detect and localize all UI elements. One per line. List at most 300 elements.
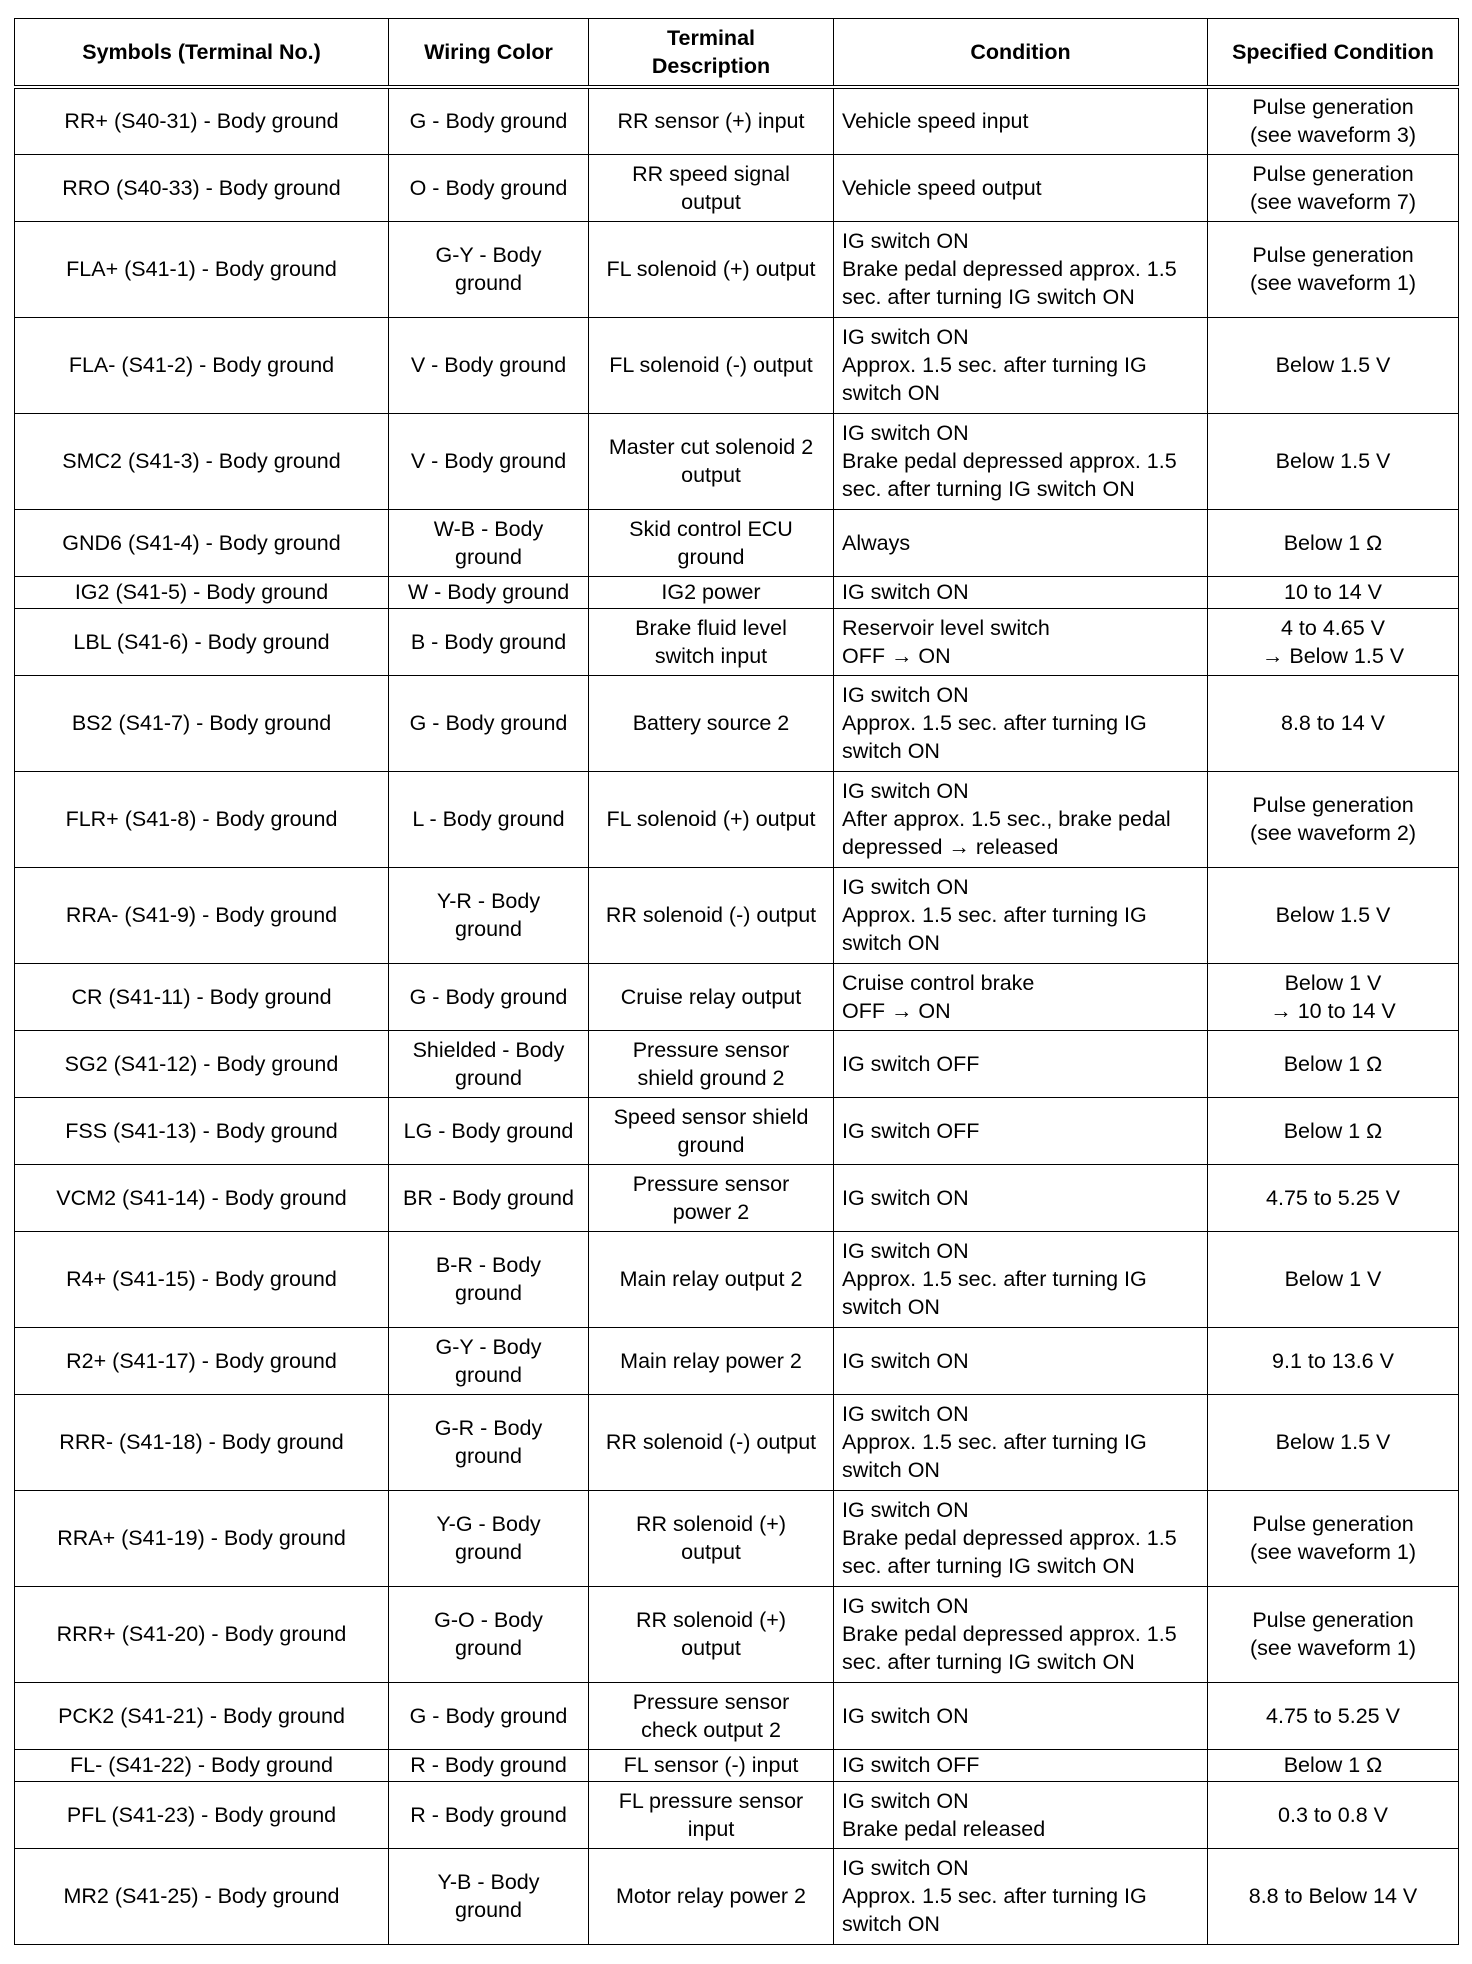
condition-cell-line: Reservoir level switch <box>842 615 1050 640</box>
terminal-description-cell-line: FL solenoid (+) output <box>606 257 816 281</box>
symbol-cell: SMC2 (S41-3) - Body ground <box>15 413 389 509</box>
table-row <box>15 1394 1459 1490</box>
terminal-description-cell-line: FL pressure sensor <box>618 1788 804 1813</box>
symbol-cell: FL- (S41-22) - Body ground <box>15 1749 389 1781</box>
symbol-cell: RRR+ (S41-20) - Body ground <box>15 1586 389 1682</box>
condition-cell <box>834 317 1208 413</box>
condition-cell-line: Approx. 1.5 sec. after turning IG <box>842 711 1147 735</box>
condition-cell-line: switch ON <box>842 1295 940 1319</box>
table-row <box>15 1164 1459 1231</box>
condition-cell-line: switch ON <box>842 931 940 955</box>
terminal-description-cell <box>589 1030 834 1097</box>
specified-condition-cell <box>1208 509 1459 576</box>
wiring-color-cell-line: G - Body ground <box>409 984 568 1009</box>
wiring-color-cell <box>389 1749 589 1781</box>
condition-cell-line: IG switch OFF <box>842 1118 980 1143</box>
terminal-description-cell <box>589 963 834 1030</box>
terminal-description-cell <box>589 1327 834 1394</box>
specified-condition-cell <box>1208 1231 1459 1327</box>
wiring-color-cell-line: ground <box>455 1540 522 1564</box>
condition-cell <box>834 1682 1208 1749</box>
header-row <box>15 19 1459 88</box>
wiring-color-cell-line: G-O - Body <box>434 1608 543 1632</box>
specified-condition-cell-line: Below 1.5 V <box>1275 1430 1391 1454</box>
specified-condition-cell-line: (see waveform 3) <box>1249 123 1417 148</box>
header-symbols: Symbols (Terminal No.) <box>15 19 389 88</box>
condition-cell-line: Approx. 1.5 sec. after turning IG <box>842 353 1147 377</box>
specified-condition-cell-line: Below 1 Ω <box>1283 530 1383 555</box>
terminal-description-cell <box>589 87 834 154</box>
symbol-cell: RRA+ (S41-19) - Body ground <box>15 1490 389 1586</box>
wiring-color-cell-line: ground <box>455 1898 522 1922</box>
condition-cell-line: sec. after turning IG switch ON <box>842 285 1135 309</box>
symbol-cell: FLA+ (S41-1) - Body ground <box>15 221 389 317</box>
terminal-description-cell-line: Motor relay power 2 <box>616 1884 806 1908</box>
terminal-description-cell <box>589 1848 834 1944</box>
condition-cell-line: IG switch ON <box>842 580 969 604</box>
condition-cell-line: IG switch ON <box>842 1348 969 1373</box>
symbol-cell: FLA- (S41-2) - Body ground <box>15 317 389 413</box>
wiring-color-cell-line: G - Body ground <box>409 711 568 735</box>
terminal-description-cell-line: check output 2 <box>641 1717 781 1742</box>
table-row <box>15 963 1459 1030</box>
condition-cell-line: IG switch ON <box>842 1498 969 1522</box>
condition-cell-line: sec. after turning IG switch ON <box>842 1650 1135 1674</box>
specified-condition-cell-line: (see waveform 1) <box>1249 1540 1417 1564</box>
specified-condition-cell-line: (see waveform 7) <box>1249 189 1417 214</box>
terminal-description-cell-line: FL solenoid (-) output <box>609 353 813 377</box>
specified-condition-cell <box>1208 1164 1459 1231</box>
header-wiring-color: Wiring Color <box>389 19 589 88</box>
wiring-color-cell-line: Y-B - Body <box>437 1870 540 1894</box>
table-row <box>15 317 1459 413</box>
table-row <box>15 1749 1459 1781</box>
terminal-description-cell <box>589 1586 834 1682</box>
wiring-color-cell <box>389 1490 589 1586</box>
terminal-description-cell-line: RR solenoid (+) <box>636 1512 786 1536</box>
terminal-description-cell-line: Pressure sensor <box>632 1689 790 1714</box>
wiring-color-cell-line: G - Body ground <box>409 109 568 134</box>
condition-cell <box>834 1749 1208 1781</box>
terminal-description-cell-line: Speed sensor shield <box>613 1104 809 1129</box>
wiring-color-cell <box>389 1030 589 1097</box>
wiring-color-cell-line: V - Body ground <box>410 449 567 473</box>
wiring-color-cell-line: Y-G - Body <box>436 1512 541 1536</box>
wiring-color-cell <box>389 509 589 576</box>
wiring-color-cell-line: G-Y - Body <box>435 1334 542 1359</box>
condition-cell-line: depressed → released <box>842 835 1059 859</box>
terminal-description-cell <box>589 1394 834 1490</box>
condition-cell <box>834 1327 1208 1394</box>
wiring-color-cell-line: ground <box>455 1281 522 1305</box>
wiring-color-cell <box>389 1682 589 1749</box>
symbol-cell: GND6 (S41-4) - Body ground <box>15 509 389 576</box>
condition-cell-line: IG switch ON <box>842 875 969 899</box>
specified-condition-cell-line: Pulse generation <box>1252 243 1414 267</box>
wiring-color-cell <box>389 413 589 509</box>
condition-cell <box>834 1848 1208 1944</box>
terminal-description-cell-line: shield ground 2 <box>637 1065 785 1090</box>
condition-cell-line: IG switch ON <box>842 1185 969 1210</box>
wiring-color-cell-line: B - Body ground <box>410 629 567 654</box>
table-row <box>15 771 1459 867</box>
condition-cell <box>834 1097 1208 1164</box>
specified-condition-cell <box>1208 87 1459 154</box>
header-terminal-description-line: Description <box>651 54 771 78</box>
specified-condition-cell <box>1208 963 1459 1030</box>
symbol-cell: RR+ (S40-31) - Body ground <box>15 87 389 154</box>
specified-condition-cell-line: Pulse generation <box>1252 161 1414 186</box>
wiring-color-cell-line: ground <box>455 1362 522 1387</box>
terminal-description-cell-line: input <box>687 1816 735 1841</box>
symbol-cell: PFL (S41-23) - Body ground <box>15 1781 389 1848</box>
specified-condition-cell-line: Pulse generation <box>1252 793 1414 817</box>
specified-condition-cell-line: 4.75 to 5.25 V <box>1266 1703 1400 1728</box>
wiring-color-cell <box>389 963 589 1030</box>
terminal-description-cell <box>589 317 834 413</box>
condition-cell <box>834 867 1208 963</box>
specified-condition-cell-line: Below 1.5 V <box>1275 903 1391 927</box>
header-condition: Condition <box>834 19 1208 88</box>
wiring-color-cell-line: Shielded - Body <box>412 1037 565 1062</box>
wiring-color-cell <box>389 1097 589 1164</box>
specified-condition-cell-line: 4 to 4.65 V <box>1281 615 1385 640</box>
specified-condition-cell-line: 8.8 to Below 14 V <box>1248 1884 1418 1908</box>
condition-cell-line: Vehicle speed output <box>842 175 1042 200</box>
condition-cell <box>834 576 1208 608</box>
terminal-description-cell-line: output <box>681 189 741 214</box>
condition-cell <box>834 1164 1208 1231</box>
table-row <box>15 1097 1459 1164</box>
condition-cell <box>834 771 1208 867</box>
wiring-color-cell <box>389 1781 589 1848</box>
symbol-cell: BS2 (S41-7) - Body ground <box>15 675 389 771</box>
specified-condition-cell <box>1208 867 1459 963</box>
condition-cell-line: sec. after turning IG switch ON <box>842 477 1135 501</box>
condition-cell-line: OFF → ON <box>842 998 951 1023</box>
symbol-cell: R2+ (S41-17) - Body ground <box>15 1327 389 1394</box>
symbol-cell: SG2 (S41-12) - Body ground <box>15 1030 389 1097</box>
symbol-cell: LBL (S41-6) - Body ground <box>15 608 389 675</box>
table-row <box>15 1490 1459 1586</box>
terminal-description-cell-line: RR solenoid (-) output <box>605 1430 817 1454</box>
wiring-color-cell <box>389 87 589 154</box>
terminal-description-cell-line: Skid control ECU <box>629 516 793 541</box>
condition-cell <box>834 87 1208 154</box>
condition-cell <box>834 1030 1208 1097</box>
specified-condition-cell <box>1208 1394 1459 1490</box>
table-body <box>15 87 1459 1944</box>
wiring-color-cell-line: ground <box>455 544 522 569</box>
specified-condition-cell-line: 8.8 to 14 V <box>1281 711 1385 735</box>
terminal-description-cell <box>589 221 834 317</box>
terminal-description-cell <box>589 1097 834 1164</box>
wiring-color-cell <box>389 771 589 867</box>
terminal-description-cell-line: ground <box>677 544 745 569</box>
terminal-description-cell-line: Master cut solenoid 2 <box>608 435 814 459</box>
wiring-color-cell <box>389 221 589 317</box>
condition-cell-line: Approx. 1.5 sec. after turning IG <box>842 903 1147 927</box>
symbol-cell: FSS (S41-13) - Body ground <box>15 1097 389 1164</box>
terminal-description-cell <box>589 608 834 675</box>
specified-condition-cell <box>1208 413 1459 509</box>
wiring-color-cell <box>389 867 589 963</box>
wiring-color-cell-line: G-R - Body <box>434 1416 543 1440</box>
condition-cell-line: Brake pedal depressed approx. 1.5 <box>842 1622 1177 1646</box>
condition-cell <box>834 1490 1208 1586</box>
symbol-cell: IG2 (S41-5) - Body ground <box>15 576 389 608</box>
condition-cell-line: Approx. 1.5 sec. after turning IG <box>842 1430 1147 1454</box>
specified-condition-cell <box>1208 1097 1459 1164</box>
terminal-description-cell <box>589 675 834 771</box>
specified-condition-cell-line: Below 1 V <box>1284 970 1382 995</box>
wiring-color-cell-line: ground <box>455 1065 522 1090</box>
table-row <box>15 1030 1459 1097</box>
specified-condition-cell-line: → Below 1.5 V <box>1261 643 1405 668</box>
condition-cell <box>834 1781 1208 1848</box>
wiring-color-cell <box>389 1164 589 1231</box>
specified-condition-cell <box>1208 1682 1459 1749</box>
specified-condition-cell <box>1208 1586 1459 1682</box>
condition-cell-line: switch ON <box>842 739 940 763</box>
terminal-spec-table <box>14 18 1459 1945</box>
specified-condition-cell-line: Pulse generation <box>1252 95 1414 120</box>
condition-cell-line: switch ON <box>842 381 940 405</box>
table-row <box>15 1327 1459 1394</box>
condition-cell <box>834 1394 1208 1490</box>
condition-cell <box>834 1586 1208 1682</box>
specified-condition-cell <box>1208 608 1459 675</box>
condition-cell-line: Brake pedal depressed approx. 1.5 <box>842 257 1177 281</box>
wiring-color-cell-line: ground <box>455 1636 522 1660</box>
condition-cell <box>834 221 1208 317</box>
specified-condition-cell-line: Below 1 Ω <box>1283 1051 1383 1076</box>
condition-cell-line: switch ON <box>842 1458 940 1482</box>
symbol-cell: RRR- (S41-18) - Body ground <box>15 1394 389 1490</box>
specified-condition-cell <box>1208 154 1459 221</box>
wiring-color-cell-line: ground <box>455 917 522 941</box>
condition-cell-line: IG switch ON <box>842 779 969 803</box>
table-row <box>15 1848 1459 1944</box>
terminal-description-cell-line: power 2 <box>672 1199 750 1224</box>
wiring-color-cell-line: BR - Body ground <box>403 1185 574 1210</box>
specified-condition-cell <box>1208 1781 1459 1848</box>
header-specified-condition: Specified Condition <box>1208 19 1459 88</box>
condition-cell-line: IG switch OFF <box>842 1753 980 1777</box>
terminal-description-cell-line: FL sensor (-) input <box>623 1753 799 1777</box>
condition-cell-line: Always <box>842 530 911 555</box>
table-row <box>15 576 1459 608</box>
condition-cell <box>834 154 1208 221</box>
header-terminal-description <box>589 19 834 88</box>
condition-cell <box>834 675 1208 771</box>
wiring-color-cell <box>389 1327 589 1394</box>
header-terminal-description-line: Terminal <box>666 26 755 50</box>
wiring-color-cell-line: B-R - Body <box>435 1253 542 1277</box>
wiring-color-cell-line: W-B - Body <box>433 516 544 541</box>
terminal-description-cell-line: ground <box>677 1132 745 1157</box>
wiring-color-cell-line: R - Body ground <box>410 1802 567 1827</box>
symbol-cell: VCM2 (S41-14) - Body ground <box>15 1164 389 1231</box>
terminal-description-cell-line: Pressure sensor <box>632 1171 790 1196</box>
specified-condition-cell-line: Below 1 Ω <box>1283 1753 1383 1777</box>
terminal-description-cell <box>589 1490 834 1586</box>
condition-cell-line: IG switch ON <box>842 1402 969 1426</box>
terminal-description-cell-line: Main relay output 2 <box>619 1267 803 1291</box>
table-row <box>15 1586 1459 1682</box>
specified-condition-cell <box>1208 1848 1459 1944</box>
table-row <box>15 1682 1459 1749</box>
table-row <box>15 413 1459 509</box>
wiring-color-cell-line: O - Body ground <box>409 175 568 200</box>
specified-condition-cell-line: Pulse generation <box>1252 1512 1414 1536</box>
condition-cell-line: IG switch ON <box>842 1788 969 1813</box>
wiring-color-cell <box>389 608 589 675</box>
terminal-description-cell-line: Main relay power 2 <box>620 1348 802 1373</box>
terminal-description-cell-line: output <box>681 1636 741 1660</box>
condition-cell-line: switch ON <box>842 1912 940 1936</box>
wiring-color-cell-line: ground <box>455 1444 522 1468</box>
wiring-color-cell-line: LG - Body ground <box>403 1118 574 1143</box>
specified-condition-cell-line: → 10 to 14 V <box>1270 998 1396 1023</box>
condition-cell-line: Approx. 1.5 sec. after turning IG <box>842 1884 1147 1908</box>
symbol-cell: R4+ (S41-15) - Body ground <box>15 1231 389 1327</box>
table-row <box>15 154 1459 221</box>
specified-condition-cell-line: Below 1 Ω <box>1283 1118 1383 1143</box>
condition-cell-line: IG switch ON <box>842 421 969 445</box>
terminal-description-cell <box>589 413 834 509</box>
specified-condition-cell-line: Pulse generation <box>1252 1608 1414 1632</box>
wiring-color-cell-line: W - Body ground <box>407 580 570 604</box>
condition-cell-line: IG switch ON <box>842 1239 969 1263</box>
specified-condition-cell-line: (see waveform 1) <box>1249 271 1417 295</box>
specified-condition-cell <box>1208 771 1459 867</box>
terminal-description-cell-line: RR speed signal <box>632 161 790 186</box>
condition-cell-line: IG switch ON <box>842 1703 969 1728</box>
table-row <box>15 867 1459 963</box>
table-row <box>15 1781 1459 1848</box>
terminal-description-cell <box>589 771 834 867</box>
terminal-description-cell-line: RR solenoid (-) output <box>605 903 817 927</box>
symbol-cell: CR (S41-11) - Body ground <box>15 963 389 1030</box>
terminal-description-cell <box>589 867 834 963</box>
condition-cell-line: Brake pedal depressed approx. 1.5 <box>842 1526 1177 1550</box>
wiring-color-cell <box>389 576 589 608</box>
specified-condition-cell <box>1208 675 1459 771</box>
table-row <box>15 608 1459 675</box>
wiring-color-cell <box>389 675 589 771</box>
terminal-description-cell-line: Battery source 2 <box>632 711 790 735</box>
table-row <box>15 1231 1459 1327</box>
specified-condition-cell-line: 10 to 14 V <box>1283 580 1383 604</box>
condition-cell-line: IG switch ON <box>842 229 969 253</box>
wiring-color-cell <box>389 1231 589 1327</box>
terminal-description-cell <box>589 154 834 221</box>
condition-cell <box>834 1231 1208 1327</box>
condition-cell-line: IG switch ON <box>842 1594 969 1618</box>
symbol-cell: MR2 (S41-25) - Body ground <box>15 1848 389 1944</box>
wiring-color-cell-line: G-Y - Body <box>435 243 542 267</box>
specified-condition-cell <box>1208 1030 1459 1097</box>
wiring-color-cell <box>389 154 589 221</box>
wiring-color-cell-line: R - Body ground <box>410 1753 567 1777</box>
terminal-description-cell-line: output <box>681 463 741 487</box>
terminal-description-cell <box>589 509 834 576</box>
condition-cell-line: Approx. 1.5 sec. after turning IG <box>842 1267 1147 1291</box>
terminal-description-cell <box>589 1231 834 1327</box>
terminal-description-cell-line: IG2 power <box>661 580 761 604</box>
specified-condition-cell-line: (see waveform 2) <box>1249 821 1417 845</box>
terminal-description-cell-line: RR solenoid (+) <box>636 1608 786 1632</box>
table-row <box>15 675 1459 771</box>
condition-cell-line: Vehicle speed input <box>842 109 1029 134</box>
condition-cell-line: Brake pedal released <box>842 1816 1046 1841</box>
specified-condition-cell-line: (see waveform 1) <box>1249 1636 1417 1660</box>
specified-condition-cell-line: Below 1.5 V <box>1275 353 1391 377</box>
symbol-cell: RRA- (S41-9) - Body ground <box>15 867 389 963</box>
table-row <box>15 509 1459 576</box>
terminal-description-cell-line: Brake fluid level <box>635 615 787 640</box>
terminal-description-cell <box>589 1781 834 1848</box>
specified-condition-cell-line: 4.75 to 5.25 V <box>1266 1185 1400 1210</box>
condition-cell-line: sec. after turning IG switch ON <box>842 1554 1135 1578</box>
terminal-description-cell <box>589 1749 834 1781</box>
condition-cell-line: IG switch ON <box>842 683 969 707</box>
specified-condition-cell <box>1208 1490 1459 1586</box>
wiring-color-cell <box>389 1586 589 1682</box>
condition-cell-line: Brake pedal depressed approx. 1.5 <box>842 449 1177 473</box>
condition-cell <box>834 608 1208 675</box>
condition-cell-line: After approx. 1.5 sec., brake pedal <box>842 807 1171 831</box>
condition-cell <box>834 509 1208 576</box>
wiring-color-cell-line: L - Body ground <box>412 807 565 831</box>
wiring-color-cell <box>389 1394 589 1490</box>
specified-condition-cell-line: Below 1.5 V <box>1275 449 1391 473</box>
wiring-color-cell <box>389 1848 589 1944</box>
terminal-description-cell <box>589 1164 834 1231</box>
terminal-description-cell-line: output <box>681 1540 741 1564</box>
condition-cell <box>834 413 1208 509</box>
specified-condition-cell <box>1208 317 1459 413</box>
specified-condition-cell <box>1208 1749 1459 1781</box>
terminal-description-cell-line: Cruise relay output <box>620 984 802 1009</box>
wiring-color-cell-line: G - Body ground <box>409 1703 568 1728</box>
condition-cell-line: Cruise control brake <box>842 970 1035 995</box>
specified-condition-cell-line: 0.3 to 0.8 V <box>1278 1802 1388 1827</box>
terminal-description-cell-line: Pressure sensor <box>632 1037 790 1062</box>
condition-cell <box>834 963 1208 1030</box>
table-row <box>15 221 1459 317</box>
terminal-description-cell-line: FL solenoid (+) output <box>606 807 816 831</box>
condition-cell-line: OFF → ON <box>842 643 951 668</box>
symbol-cell: FLR+ (S41-8) - Body ground <box>15 771 389 867</box>
specified-condition-cell <box>1208 576 1459 608</box>
symbol-cell: PCK2 (S41-21) - Body ground <box>15 1682 389 1749</box>
terminal-description-cell <box>589 576 834 608</box>
specified-condition-cell <box>1208 1327 1459 1394</box>
terminal-description-cell-line: switch input <box>654 643 768 668</box>
table-header <box>15 19 1459 88</box>
condition-cell-line: IG switch OFF <box>842 1051 980 1076</box>
wiring-color-cell-line: Y-R - Body <box>436 889 541 913</box>
terminal-description-cell <box>589 1682 834 1749</box>
condition-cell-line: IG switch ON <box>842 1856 969 1880</box>
specified-condition-cell-line: Below 1 V <box>1284 1267 1382 1291</box>
condition-cell-line: IG switch ON <box>842 325 969 349</box>
specified-condition-cell-line: 9.1 to 13.6 V <box>1272 1348 1394 1373</box>
symbol-cell: RRO (S40-33) - Body ground <box>15 154 389 221</box>
wiring-color-cell-line: V - Body ground <box>410 353 567 377</box>
